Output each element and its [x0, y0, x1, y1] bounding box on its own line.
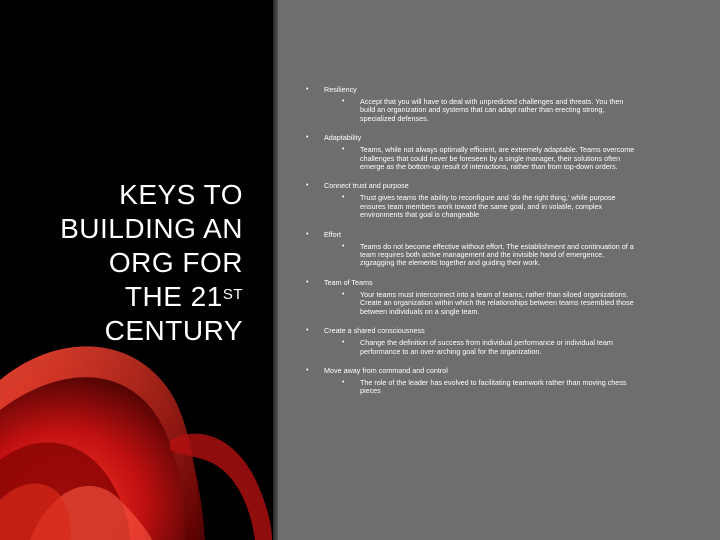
title-line-5: CENTURY	[104, 315, 243, 346]
bullet-heading: • Resiliency	[306, 85, 636, 94]
bullet-heading: • Effort	[306, 230, 636, 239]
slide-title	[13, 178, 243, 348]
bullet-detail: • Trust gives teams the ability to reconfigure and ‘do the right thing,’ while purpose ensures team members work toward the same goal, and in volatile, complex environments that goal is changeable	[306, 194, 636, 219]
bullet-detail: • The role of the leader has evolved to facilitating teamwork rather than moving chess pieces	[306, 379, 636, 396]
bullet-item	[306, 133, 636, 171]
bullet-list	[306, 85, 636, 406]
bullet-item	[306, 230, 636, 268]
title-line-4	[13, 280, 243, 314]
bullet-heading: • Create a shared consciousness	[306, 326, 636, 335]
bullet-detail: • Teams, while not always optimally efficient, are extremely adaptable. Teams overcome challenges that could never be foreseen by a single manager, their solutions often emerge as the bottom-up result of interactions, rather than from top-down orders.	[306, 146, 636, 171]
title-line-2: BUILDING AN	[60, 213, 243, 244]
bullet-item	[306, 366, 636, 396]
bullet-heading: • Team of Teams	[306, 278, 636, 287]
bullet-item	[306, 278, 636, 316]
title-line-3: ORG FOR	[108, 247, 243, 278]
bullet-heading: • Move away from command and control	[306, 366, 636, 375]
bullet-detail: • Change the definition of success from individual performance or individual team performance to an over-arching goal for the organization.	[306, 339, 636, 356]
bullet-item	[306, 181, 636, 219]
bullet-detail: • Teams do not become effective without effort. The establishment and continuation of a team requires both active management and the invisible hand of emergence, zigzagging the elements together and guiding their work.	[306, 243, 636, 268]
bullet-heading: • Connect trust and purpose	[306, 181, 636, 190]
title-superscript: ST	[222, 286, 243, 303]
bullet-item	[306, 85, 636, 123]
bullet-detail: • Accept that you will have to deal with unpredicted challenges and threats. You then build an organization and systems that can adapt rather than erecting strong, specialized defenses.	[306, 98, 636, 123]
bullet-item	[306, 326, 636, 356]
bullet-detail: • Your teams must interconnect into a team of teams, rather than siloed organizations. Create an organization within which the relationships between teams resembled those between individuals on a single team.	[306, 291, 636, 316]
title-line-1: KEYS TO	[119, 179, 243, 210]
title-line-4-main: THE 21	[124, 281, 223, 312]
bullet-heading: • Adaptability	[306, 133, 636, 142]
